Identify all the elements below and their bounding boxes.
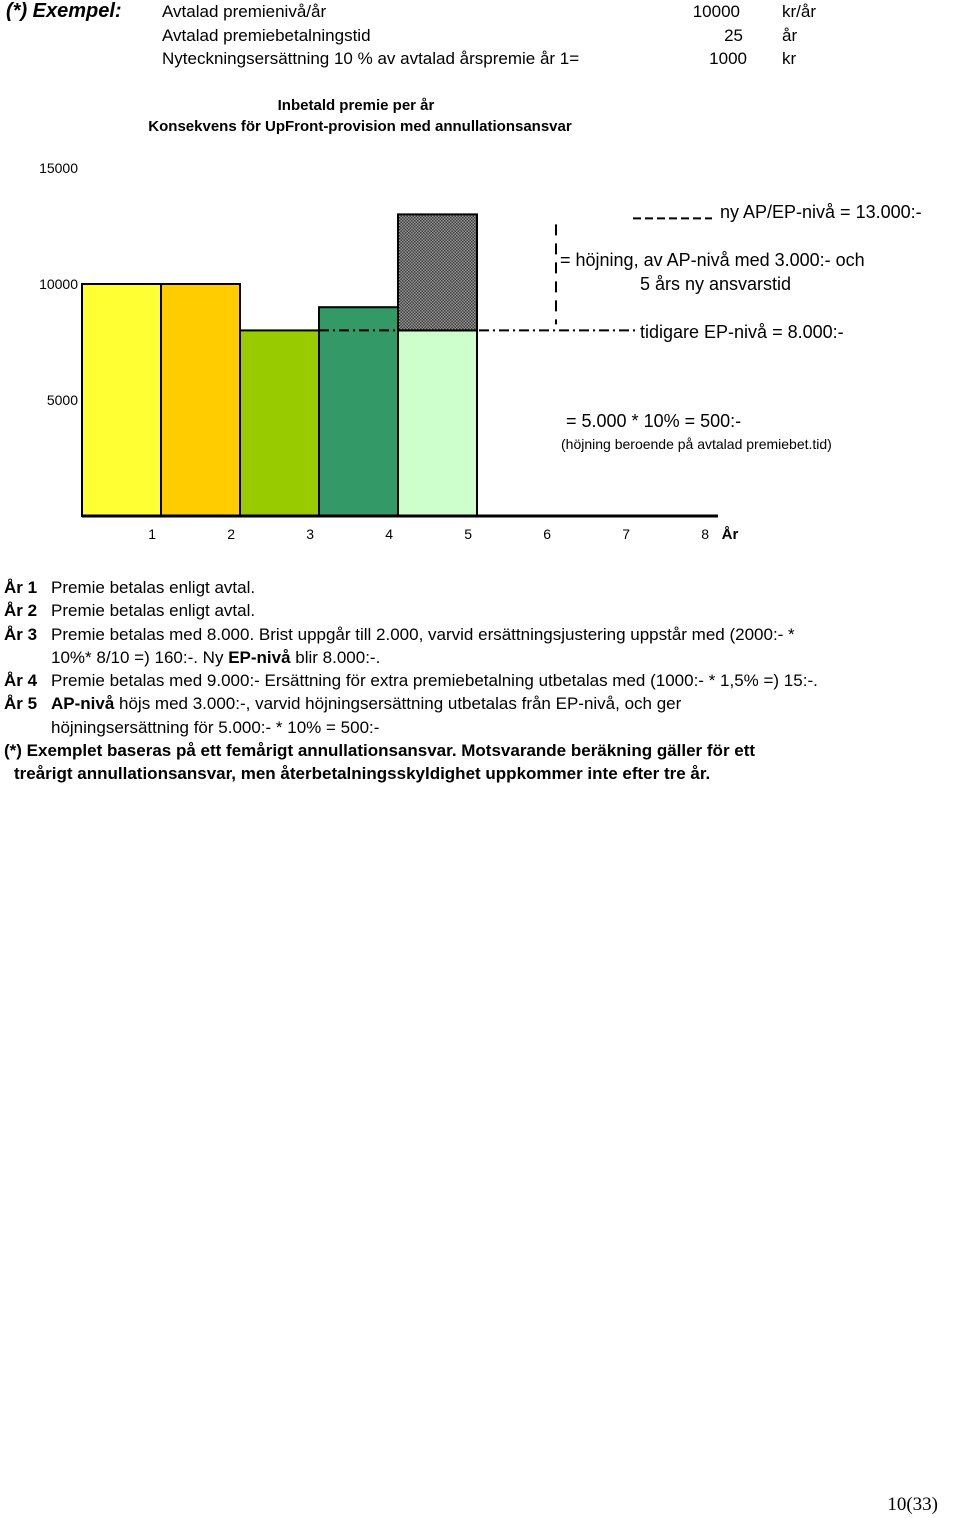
note-year: År 5	[4, 694, 38, 714]
note-year: År 3	[4, 624, 38, 644]
annotation-raise-line2: 5 års ny ansvarstid	[640, 274, 792, 294]
note-item	[4, 599, 954, 622]
notes	[4, 576, 954, 786]
bar	[82, 284, 161, 516]
note-text: Premie betalas med 8.000. Brist uppgår till 2.000, varvid ersättningsjustering uppstår med (2000:- *	[51, 624, 795, 644]
x-axis-label: År	[721, 526, 739, 543]
x-tick-label: 4	[385, 526, 393, 542]
x-tick-label: 8	[701, 526, 709, 542]
note-item	[4, 623, 954, 646]
annotation-new-level: ny AP/EP-nivå = 13.000:-	[720, 202, 922, 222]
x-tick-label: 5	[464, 526, 472, 542]
note-item	[4, 576, 954, 599]
annotation-calc-note: (höjning beroende på avtalad premiebet.tid)	[561, 436, 832, 452]
example-row-label: Avtalad premiebetalningstid	[162, 26, 371, 45]
note-year: År 4	[4, 671, 38, 691]
note-item	[4, 669, 954, 692]
x-tick-label: 3	[306, 526, 314, 542]
annotation-calc: = 5.000 * 10% = 500:-	[566, 411, 742, 431]
bar	[398, 330, 477, 516]
note-year: År 2	[4, 601, 38, 621]
footnote-line: (*) Exemplet baseras på ett femårigt annullationsansvar. Motsvarande beräkning gäller för ett	[4, 741, 756, 761]
note-text: höjs med 3.000:-, varvid höjningsersättning utbetalas från EP-nivå, och ger	[114, 694, 682, 714]
footnote	[4, 739, 954, 786]
x-tick-label: 1	[148, 526, 156, 542]
note-item	[4, 692, 954, 715]
example-row-value: 1000	[709, 49, 747, 68]
y-tick-label: 5000	[46, 392, 78, 408]
note-text: Premie betalas enligt avtal.	[51, 601, 256, 621]
bar-increase	[398, 214, 477, 330]
x-tick-label: 7	[622, 526, 630, 542]
x-tick-label: 6	[543, 526, 551, 542]
footnote-line: treårigt annullationsansvar, men återbetalningsskyldighet uppkommer inte efter tre år.	[14, 764, 711, 784]
example-row-unit: kr	[782, 49, 797, 68]
y-tick-label: 10000	[39, 276, 78, 292]
note-text: blir 8.000:-.	[290, 647, 381, 667]
example-label: (*) Exempel:	[6, 0, 122, 22]
note-text: Premie betalas med 9.000:- Ersättning för extra premiebetalning utbetalas med (1000:- * 1,5% =) 15:-.	[51, 671, 818, 691]
bar	[319, 307, 398, 516]
premium-chart	[0, 88, 960, 558]
example-row-value: 25	[724, 26, 743, 45]
note-year: År 1	[4, 578, 38, 597]
note-continuation: höjningsersättning för 5.000:- * 10% = 500:-	[51, 717, 380, 737]
y-tick-label: 15000	[39, 160, 78, 176]
note-continuation	[4, 646, 954, 669]
note-text: Premie betalas enligt avtal.	[51, 578, 256, 597]
example-row-unit: kr/år	[782, 2, 816, 21]
bars	[82, 214, 477, 516]
annotation-raise-line1: = höjning, av AP-nivå med 3.000:- och	[560, 250, 865, 270]
annotation-old-level: tidigare EP-nivå = 8.000:-	[640, 322, 844, 342]
note-bold-term: AP-nivå	[51, 694, 115, 714]
note-text: 10%* 8/10 =) 160:-. Ny	[51, 647, 229, 667]
bar	[161, 284, 240, 516]
example-row-value: 10000	[692, 2, 740, 21]
example-row-label: Avtalad premienivå/år	[162, 2, 327, 21]
x-axis	[82, 516, 738, 543]
page-number: 10(33)	[887, 1494, 938, 1515]
chart-subtitle: Konsekvens för UpFront-provision med annullationsansvar	[148, 118, 572, 135]
y-axis	[39, 160, 78, 408]
example-row-unit: år	[782, 26, 798, 45]
note-bold-term: EP-nivå	[228, 647, 291, 667]
x-tick-label: 2	[227, 526, 235, 542]
bar	[240, 330, 319, 516]
chart-title: Inbetald premie per år	[277, 97, 435, 114]
example-row-label: Nyteckningsersättning 10 % av avtalad årspremie år 1=	[162, 49, 580, 68]
